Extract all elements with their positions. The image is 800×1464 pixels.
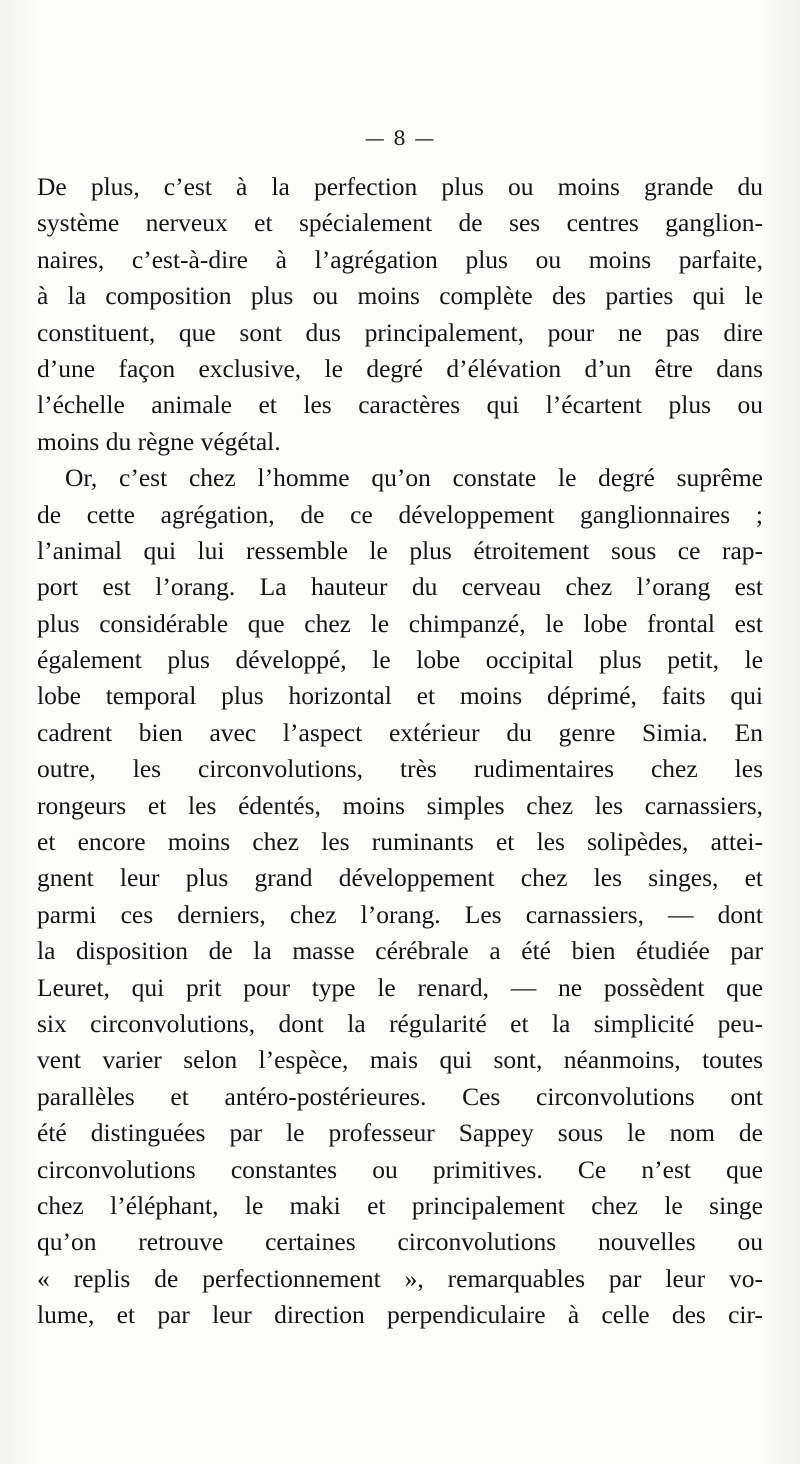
text-line: outre, les circonvolutions, très rudimentaires chez les [37,754,763,784]
text-line: constituent, que sont dus principalement, pour ne pas dire [37,317,763,347]
text-line: six circonvolutions, dont la régularité et la simplicité peu- [37,1008,763,1038]
paragraph-start-line: Or, c’est chez l’homme qu’on constate le degré suprême [65,463,763,493]
text-line: chez l’éléphant, le maki et principalement chez le singe [37,1190,763,1220]
text-line: circonvolutions constantes ou primitives. Ce n’est que [37,1154,763,1184]
text-line: lobe temporal plus horizontal et moins déprimé, faits qui [37,681,763,711]
text-line: lume, et par leur direction perpendiculaire à celle des cir- [37,1300,763,1330]
text-line: vent varier selon l’espèce, mais qui sont, néanmoins, toutes [37,1045,763,1075]
text-line: parallèles et antéro-postérieures. Ces circonvolutions ont [37,1081,763,1111]
text-line: cadrent bien avec l’aspect extérieur du genre Simia. En [37,717,763,747]
text-line: la disposition de la masse cérébrale a été bien étudiée par [37,936,763,966]
text-line: rongeurs et les édentés, moins simples chez les carnassiers, [37,790,763,820]
text-line: d’une façon exclusive, le degré d’élévation d’un être dans [37,353,763,383]
text-line: Leuret, qui prit pour type le renard, — ne possèdent que [37,972,763,1002]
text-line: de cette agrégation, de ce développement ganglionnaires ; [37,499,763,529]
text-line: système nerveux et spécialement de ses centres ganglion- [37,208,763,238]
text-line: qu’on retrouve certaines circonvolutions nouvelles ou [37,1227,763,1257]
text-line: naires, c’est-à-dire à l’agrégation plus ou moins parfaite, [37,244,763,274]
text-line: plus considérable que chez le chimpanzé, le lobe frontal est [37,608,763,638]
page-number: — 8 — [364,126,436,150]
text-line: gnent leur plus grand développement chez les singes, et [37,863,763,893]
body-text [37,169,763,1334]
text-line: parmi ces derniers, chez l’orang. Les carnassiers, — dont [37,899,763,929]
text-line: été distinguées par le professeur Sappey sous le nom de [37,1118,763,1148]
text-line: « replis de perfectionnement », remarquables par leur vo- [37,1263,763,1293]
text-line: également plus développé, le lobe occipital plus petit, le [37,645,763,675]
text-line: De plus, c’est à la perfection plus ou moins grande du [37,172,763,201]
text-line: port est l’orang. La hauteur du cerveau chez l’orang est [37,572,763,602]
text-line: l’échelle animale et les caractères qui l’écartent plus ou [37,390,763,420]
text-line: l’animal qui lui ressemble le plus étroitement sous ce rap- [37,535,763,565]
text-line: à la composition plus ou moins complète des parties qui le [37,281,763,311]
paragraph-end-line: moins du règne végétal. [37,426,281,456]
text-line: et encore moins chez les ruminants et les solipèdes, attei- [37,827,763,857]
